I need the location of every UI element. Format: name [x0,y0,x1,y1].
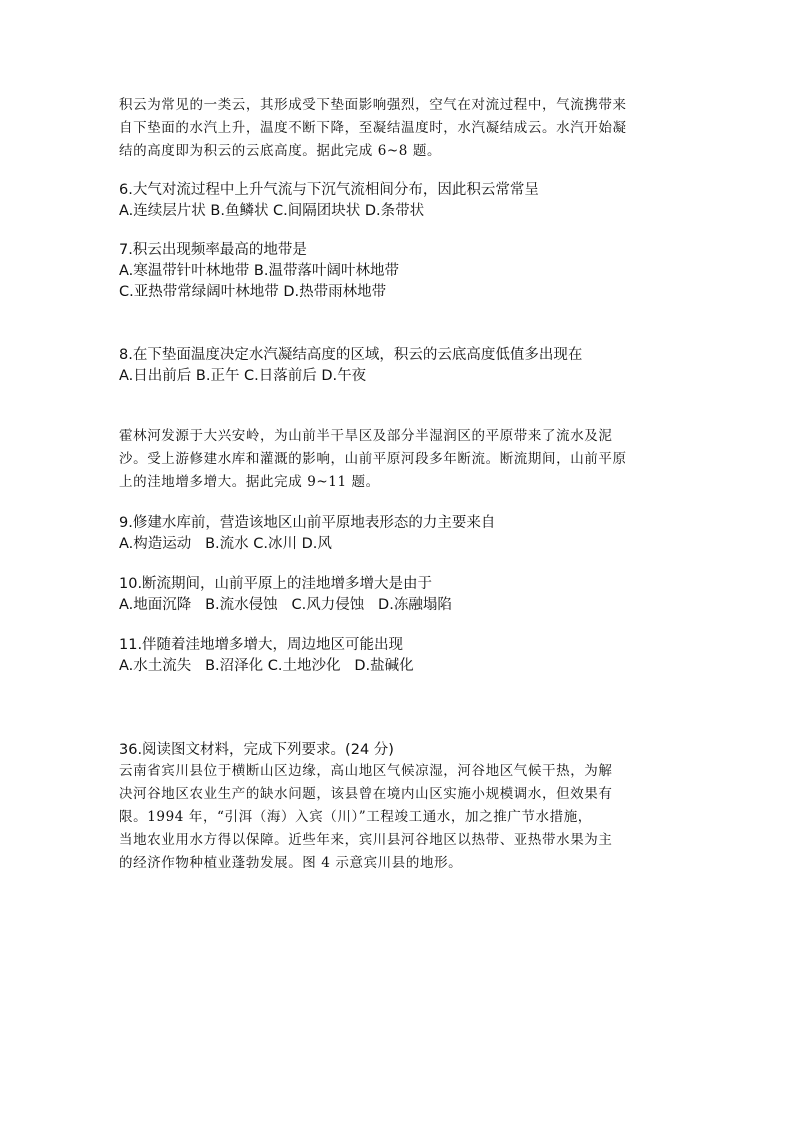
passage-line: 限。1994 年，“引洱（海）入宾（川）”工程竣工通水，加之推广节水措施， [119,809,592,825]
question-9 [119,513,679,555]
passage-line: 积云为常见的一类云，其形成受下垫面影响强烈，空气在对流过程中，气流携带来 [119,97,627,113]
passage-line: 当地农业用水方得以保障。近些年来，宾川县河谷地区以热带、亚热带水果为主 [119,832,613,848]
passage-line: 沙。受上游修建水库和灌溉的影响，山前平原河段多年断流。断流期间，山前平原 [119,451,627,467]
question-7 [119,240,679,303]
question-options: A.日出前后 B.正午 C.日落前后 D.午夜 [119,368,367,384]
passage-line: 结的高度即为积云的云底高度。据此完成 6~8 题。 [119,143,442,159]
question-options: A.寒温带针叶林地带 B.温带落叶阔叶林地带 [119,263,399,279]
question-options: A.水土流失 B.沼泽化 C.土地沙化 D.盐碱化 [119,658,414,674]
passage-line: 上的洼地增多增大。据此完成 9~11 题。 [119,474,380,490]
passage-line: 云南省宾川县位于横断山区边缘，高山地区气候凉湿，河谷地区气候干热，为解 [119,763,613,779]
question-options: A.连续层片状 B.鱼鳞状 C.间隔团块状 D.条带状 [119,203,425,219]
question-stem: 6.大气对流过程中上升气流与下沉气流相间分布，因此积云常常呈 [119,182,539,198]
question-options: A.构造运动 B.流水 C.冰川 D.风 [119,536,332,552]
passage-line: 决河谷地区农业生产的缺水问题，该县曾在境内山区实施小规模调水，但效果有 [119,786,613,802]
passage-line: 自下垫面的水汽上升，温度不断下降，至凝结温度时，水汽凝结成云。水汽开始凝 [119,120,627,136]
question-stem: 8.在下垫面温度决定水汽凝结高度的区域，积云的云底高度低值多出现在 [119,347,583,363]
question-options: A.地面沉降 B.流水侵蚀 C.风力侵蚀 D.冻融塌陷 [119,597,452,613]
passage-huolin-river [119,425,679,494]
question-6 [119,180,679,222]
question-11 [119,635,679,677]
question-stem: 9.修建水库前，营造该地区山前平原地表形态的力主要来自 [119,515,496,531]
question-36-material [119,760,679,875]
passage-line: 的经济作物种植业蓬勃发展。图 4 示意宾川县的地形。 [119,855,463,871]
question-options: C.亚热带常绿阔叶林地带 D.热带雨林地带 [119,284,387,300]
question-36 [119,740,679,875]
question-stem: 36.阅读图文材料，完成下列要求。(24 分) [119,742,394,758]
question-10 [119,574,679,616]
question-stem: 11.伴随着洼地增多增大，周边地区可能出现 [119,637,404,653]
question-8 [119,345,679,387]
question-stem: 7.积云出现频率最高的地带是 [119,242,307,258]
question-stem: 10.断流期间，山前平原上的洼地增多增大是由于 [119,576,433,592]
passage-line: 霍林河发源于大兴安岭，为山前半干旱区及部分半湿润区的平原带来了流水及泥 [119,428,613,444]
passage-cumulus [119,94,679,163]
